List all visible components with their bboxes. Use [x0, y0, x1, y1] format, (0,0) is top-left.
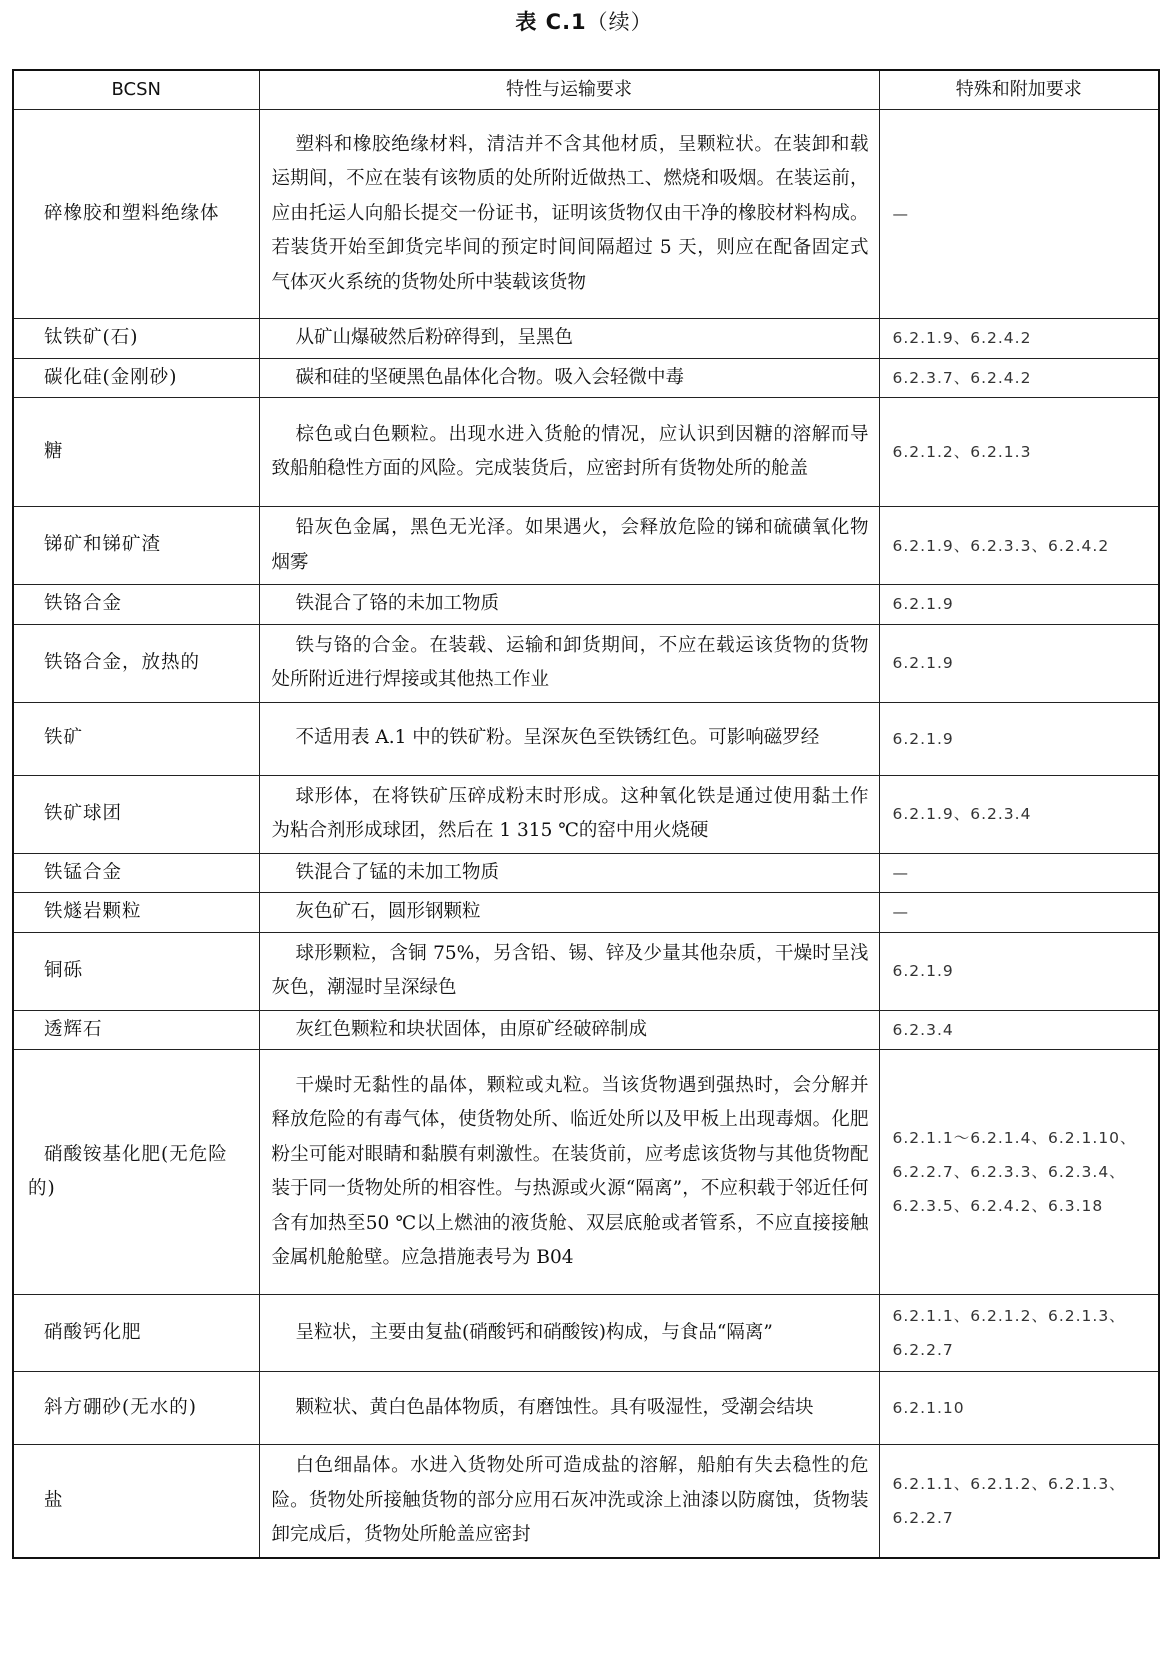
cell-properties: 铁混合了铬的未加工物质 [259, 585, 879, 625]
caption-suffix: （续） [586, 10, 653, 34]
cell-requirements: 6.2.1.9、6.2.3.4 [879, 775, 1159, 853]
bcsn-text: 碳化硅(金刚砂) [44, 366, 178, 388]
cell-requirements: 6.2.3.7、6.2.4.2 [879, 358, 1159, 398]
bcsn-text: 碎橡胶和塑料绝缘体 [44, 202, 220, 224]
cell-bcsn [13, 358, 259, 398]
bcsn-text: 透辉石 [44, 1018, 103, 1040]
cell-bcsn [13, 702, 259, 775]
cell-requirements: 6.2.1.9 [879, 932, 1159, 1010]
header-properties: 特性与运输要求 [259, 70, 879, 110]
cell-bcsn [13, 932, 259, 1010]
bcsn-text: 硝酸铵基化肥(无危险的) [28, 1143, 228, 1199]
cell-requirements: 6.2.1.1、6.2.1.2、6.2.1.3、6.2.2.7 [879, 1445, 1159, 1558]
cell-requirements: 6.2.1.2、6.2.1.3 [879, 398, 1159, 507]
cell-properties: 从矿山爆破然后粉碎得到，呈黑色 [259, 319, 879, 359]
table-caption [0, 6, 1168, 36]
table-row [13, 585, 1159, 625]
cell-bcsn [13, 507, 259, 585]
bcsn-text: 斜方硼砂(无水的) [44, 1396, 197, 1418]
cell-requirements: 6.2.1.9、6.2.4.2 [879, 319, 1159, 359]
cell-requirements: 6.2.1.9 [879, 624, 1159, 702]
bcsn-text: 硝酸钙化肥 [44, 1321, 142, 1343]
cell-properties: 不适用表 A.1 中的铁矿粉。呈深灰色至铁锈红色。可影响磁罗经 [259, 702, 879, 775]
cell-properties: 灰红色颗粒和块状固体，由原矿经破碎制成 [259, 1010, 879, 1050]
bcsn-text: 铜砾 [44, 959, 84, 981]
cell-bcsn [13, 1295, 259, 1372]
cell-properties: 碳和硅的坚硬黑色晶体化合物。吸入会轻微中毒 [259, 358, 879, 398]
header-bcsn: BCSN [13, 70, 259, 110]
table-row [13, 1372, 1159, 1445]
bcsn-text: 铁铬合金 [44, 593, 123, 614]
table-row [13, 1295, 1159, 1372]
table-row [13, 1010, 1159, 1050]
table-row [13, 507, 1159, 585]
bcsn-text: 锑矿和锑矿渣 [44, 534, 162, 556]
table-row [13, 893, 1159, 933]
table-row [13, 702, 1159, 775]
bcsn-text: 铁矿球团 [44, 802, 123, 824]
bcsn-text: 铁铬合金，放热的 [44, 651, 201, 673]
cell-properties: 铅灰色金属，黑色无光泽。如果遇火，会释放危险的锑和硫磺氧化物烟雾 [259, 507, 879, 585]
cell-properties: 球形颗粒，含铜 75%，另含铅、锡、锌及少量其他杂质，干燥时呈浅灰色，潮湿时呈深绿色 [259, 932, 879, 1010]
cell-bcsn [13, 1050, 259, 1295]
table-row [13, 853, 1159, 893]
table-row [13, 110, 1159, 319]
cell-requirements: — [879, 110, 1159, 319]
cell-bcsn [13, 624, 259, 702]
cell-properties: 干燥时无黏性的晶体，颗粒或丸粒。当该货物遇到强热时，会分解并释放危险的有毒气体，使货物处所、临近处所以及甲板上出现毒烟。化肥粉尘可能对眼睛和黏膜有刺激性。在装货前，应考虑该货物与其他货物配装于同一货物处所的相容性。与热源或火源“隔离”，不应积载于邻近任何含有加热至50 ℃以上燃油的液货舱、双层底舱或者管系，不应直接接触金属机舱舱壁。应急措施表号为 B04 [259, 1050, 879, 1295]
cell-requirements: — [879, 893, 1159, 933]
bcsn-text: 盐 [44, 1489, 64, 1511]
bcsn-text: 铁矿 [44, 727, 84, 749]
cell-bcsn [13, 775, 259, 853]
cell-requirements: 6.2.1.9、6.2.3.3、6.2.4.2 [879, 507, 1159, 585]
cell-properties: 棕色或白色颗粒。出现水进入货舱的情况，应认识到因糖的溶解而导致船舶稳性方面的风险。完成装货后，应密封所有货物处所的舱盖 [259, 398, 879, 507]
table-row [13, 358, 1159, 398]
cell-requirements: 6.2.1.9 [879, 585, 1159, 625]
cell-requirements: 6.2.1.10 [879, 1372, 1159, 1445]
cell-properties: 白色细晶体。水进入货物处所可造成盐的溶解，船舶有失去稳性的危险。货物处所接触货物的部分应用石灰冲洗或涂上油漆以防腐蚀，货物装卸完成后，货物处所舱盖应密封 [259, 1445, 879, 1558]
cell-properties: 灰色矿石，圆形钢颗粒 [259, 893, 879, 933]
cell-bcsn [13, 893, 259, 933]
caption-prefix: 表 C.1 [515, 10, 587, 34]
table-row [13, 624, 1159, 702]
cell-requirements: 6.2.1.1、6.2.1.2、6.2.1.3、6.2.2.7 [879, 1295, 1159, 1372]
cell-properties: 呈粒状，主要由复盐(硝酸钙和硝酸铵)构成，与食品“隔离” [259, 1295, 879, 1372]
cargo-table [12, 69, 1160, 1559]
header-requirements: 特殊和附加要求 [879, 70, 1159, 110]
cell-requirements: 6.2.1.9 [879, 702, 1159, 775]
table-row [13, 1445, 1159, 1558]
cell-bcsn [13, 398, 259, 507]
cell-properties: 铁混合了锰的未加工物质 [259, 853, 879, 893]
cell-bcsn [13, 319, 259, 359]
cell-bcsn [13, 110, 259, 319]
cell-properties: 颗粒状、黄白色晶体物质，有磨蚀性。具有吸湿性，受潮会结块 [259, 1372, 879, 1445]
cell-properties: 球形体，在将铁矿压碎成粉末时形成。这种氧化铁是通过使用黏土作为粘合剂形成球团，然后在 1 315 ℃的窑中用火烧硬 [259, 775, 879, 853]
cell-bcsn [13, 1445, 259, 1558]
cell-requirements: — [879, 853, 1159, 893]
table-header-row [13, 70, 1159, 110]
cell-requirements: 6.2.1.1～6.2.1.4、6.2.1.10、6.2.2.7、6.2.3.3、6.2.3.4、6.2.3.5、6.2.4.2、6.3.18 [879, 1050, 1159, 1295]
bcsn-text: 铁锰合金 [44, 861, 123, 883]
bcsn-text: 糖 [44, 440, 64, 462]
cell-requirements: 6.2.3.4 [879, 1010, 1159, 1050]
cell-bcsn [13, 1010, 259, 1050]
cell-bcsn [13, 853, 259, 893]
table-row [13, 932, 1159, 1010]
cell-properties: 铁与铬的合金。在装载、运输和卸货期间，不应在载运该货物的货物处所附近进行焊接或其他热工作业 [259, 624, 879, 702]
table-row [13, 775, 1159, 853]
table-row [13, 319, 1159, 359]
cell-properties: 塑料和橡胶绝缘材料，清洁并不含其他材质，呈颗粒状。在装卸和载运期间，不应在装有该物质的处所附近做热工、燃烧和吸烟。在装运前，应由托运人向船长提交一份证书，证明该货物仅由干净的橡胶材料构成。若装货开始至卸货完毕间的预定时间间隔超过 5 天，则应在配备固定式气体灭火系统的货物处所中装载该货物 [259, 110, 879, 319]
bcsn-text: 铁燧岩颗粒 [44, 901, 142, 922]
cell-bcsn [13, 1372, 259, 1445]
cell-bcsn [13, 585, 259, 625]
bcsn-text: 钛铁矿(石) [44, 327, 139, 348]
table-row [13, 398, 1159, 507]
table-row [13, 1050, 1159, 1295]
